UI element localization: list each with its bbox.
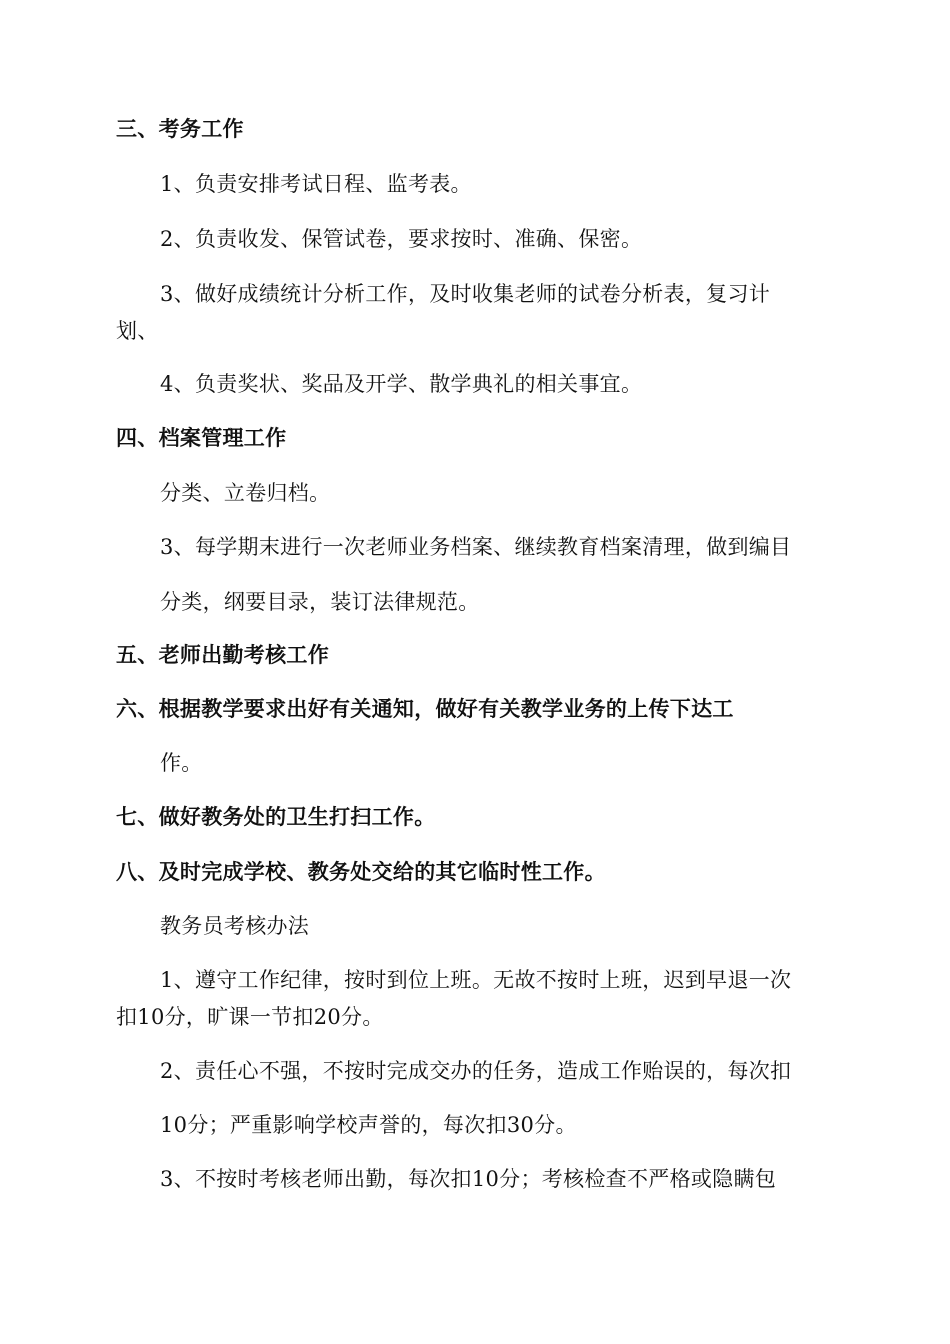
paragraph-line: 扣10分，旷课一节扣20分。 <box>116 1005 384 1029</box>
section-heading-cleaning: 七、做好教务处的卫生打扫工作。 <box>116 804 436 829</box>
paragraph-line: 作。 <box>160 751 203 775</box>
paragraph-line: 划、 <box>116 319 159 343</box>
paragraph-line: 3、每学期末进行一次老师业务档案、继续教育档案清理，做到编目 <box>160 535 792 559</box>
paragraph-line: 4、负责奖状、奖品及开学、散学典礼的相关事宜。 <box>160 372 643 396</box>
section-heading-archive-management: 四、档案管理工作 <box>116 425 287 450</box>
paragraph-line: 2、责任心不强，不按时完成交办的任务，造成工作贻误的，每次扣 <box>160 1059 792 1083</box>
paragraph-line: 分类、立卷归档。 <box>160 481 331 505</box>
section-heading-attendance: 五、老师出勤考核工作 <box>116 642 329 667</box>
paragraph-line: 10分；严重影响学校声誉的，每次扣30分。 <box>160 1113 577 1137</box>
subtitle-assessment-method: 教务员考核办法 <box>160 914 310 938</box>
paragraph-line: 3、不按时考核老师出勤，每次扣10分；考核检查不严格或隐瞒包 <box>160 1167 777 1191</box>
paragraph-line: 分类，纲要目录，装订法律规范。 <box>160 590 480 614</box>
paragraph-line: 3、做好成绩统计分析工作，及时收集老师的试卷分析表，复习计 <box>160 282 771 306</box>
paragraph-line: 1、负责安排考试日程、监考表。 <box>160 172 472 196</box>
section-heading-notices: 六、根据教学要求出好有关通知，做好有关教学业务的上传下达工 <box>116 696 734 721</box>
paragraph-line: 2、负责收发、保管试卷，要求按时、准确、保密。 <box>160 227 643 251</box>
paragraph-line: 1、遵守工作纪律，按时到位上班。无故不按时上班，迟到早退一次 <box>160 968 792 992</box>
section-heading-exam-affairs: 三、考务工作 <box>116 116 244 141</box>
section-heading-temporary-work: 八、及时完成学校、教务处交给的其它临时性工作。 <box>116 859 606 884</box>
